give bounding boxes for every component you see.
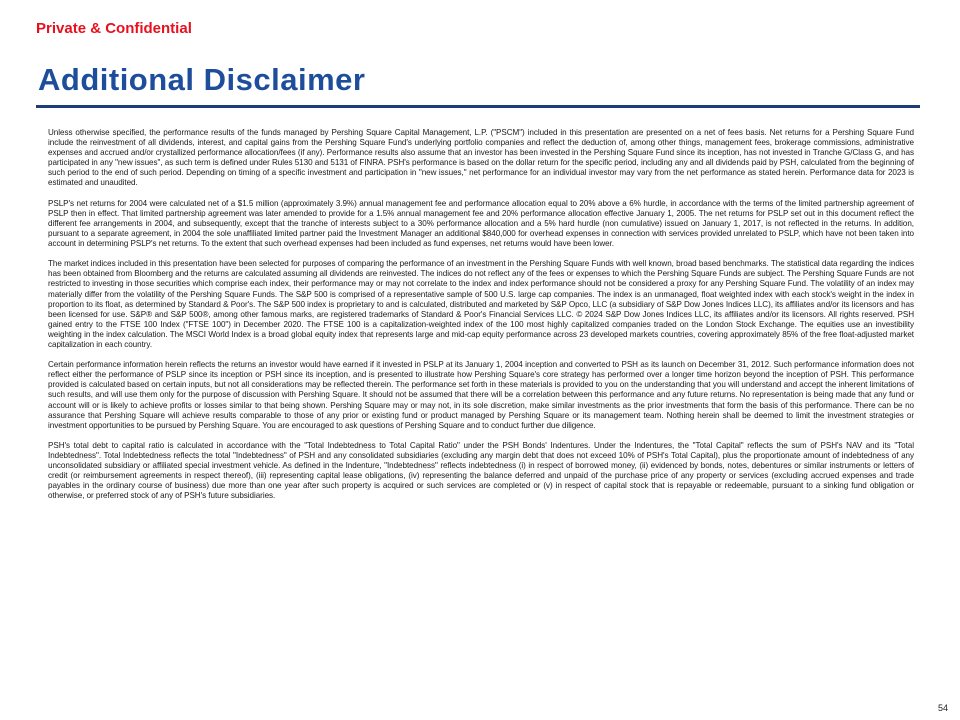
- page-title: Additional Disclaimer: [38, 62, 366, 97]
- confidential-label: Private & Confidential: [36, 20, 192, 37]
- disclaimer-paragraph-pslp-fees: PSLP's net returns for 2004 were calculated net of a $1.5 million (approximately 3.9%) annual management fee and performance allocation equal to 20% above a 6% hurdle, in accordance with the terms of the limited partnership agreement of PSLP then in effect. That limited partnership agreement was later amended to provide for a 1.5% annual management fee and 20% performance allocation effective January 1, 2005. The net returns for PSLP set out in this document reflect the different fee arrangements in 2004, and subsequently, except that the tranche of interests subject to a 30% performance allocation and a 5% hard hurdle (non cumulative) issued on January 1, 2017, is not reflected in the returns. In addition, pursuant to a separate agreement, in 2004 the sole unaffiliated limited partner paid the Investment Manager an additional $840,000 for overhead expenses in connection with services provided unrelated to PSLP, which have not been taken into account in determining PSLP's net returns. To the extent that such overhead expenses had been included as fund expenses, net returns would have been lower.: [48, 198, 914, 249]
- page-number: 54: [937, 703, 948, 713]
- disclaimer-paragraph-debt-ratio: PSH's total debt to capital ratio is calculated in accordance with the "Total Indebtedness to Total Capital Ratio" under the PSH Bonds' Indentures. Under the Indentures, the "Total Capital" reflects the sum of PSH's NAV and its "Total Indebtedness". Total Indebtedness reflects the total "Indebtedness" of PSH and any consolidated subsidiaries (excluding any margin debt that does not exceed 10% of PSH's Total Capital), plus the proportionate amount of indebtedness of any unconsolidated subsidiary or affiliated special investment vehicle. As defined in the Indenture, "Indebtedness" reflects indebtedness (i) in respect of borrowed money, (ii) evidenced by bonds, notes, debentures or similar instruments or letters of credit (or reimbursement agreements in respect thereof), (iii) representing capital lease obligations, (iv) representing the balance deferred and unpaid of the purchase price of any property or services (excluding accrued expenses and trade payables in the ordinary course of business) due more than one year after such property is acquired or such services are completed or (v) in respect of capital stock that is repayable or redeemable, pursuant to a sinking fund obligation or otherwise, or preferred stock of any of PSH's future subsidiaries.: [48, 440, 914, 501]
- disclaimer-paragraph-performance: Unless otherwise specified, the performance results of the funds managed by Pershing Square Capital Management, L.P. ("PSCM") included in this presentation are presented on a net of fees basis. Net returns for a Pershing Square Fund include the reinvestment of all dividends, interest, and capital gains from the Pershing Square Fund's underlying portfolio companies and reflect the deduction of, among other things, management fees, brokerage commissions, administrative expenses and accrued and/or crystallized performance allocation/fees (if any). Performance results also assume that an investor has been invested in the Pershing Square Fund since its inception, has not invested in Tranche G/Class G, and has participated in any "new issues", as such term is defined under Rules 5130 and 5131 of FINRA. PSH's performance is based on the dollar return for the specific period, including any and all dividends paid by PSH, calculated from the beginning of such period to the end of such period. Depending on timing of a specific investment and participation in "new issues," net performance for an individual investor may vary from the net performance as stated herein. Performance data for 2023 is estimated and unaudited.: [48, 128, 914, 188]
- disclaimer-body: [48, 128, 914, 512]
- disclaimer-paragraph-performance-info: Certain performance information herein reflects the returns an investor would have earned if it invested in PSLP at its January 1, 2004 inception and converted to PSH as its launch on December 31, 2012. Such performance information does not reflect either the performance of PSLP since its inception or PSH since its inception, and is presented to illustrate how Pershing Square's core strategy has performed over a longer time horizon beyond the inception of PSH. This performance provided is calculated based on certain inputs, but not all considerations may be reflected therein. The performance set forth in these materials is provided to you on the understanding that you will understand and accept the inherent limitations of such results, and will use them only for the purpose of discussion with Pershing Square. It should not be assumed that there will be a correlation between this performance and any future returns. No representation is being made that any fund or account will or is likely to achieve profits or losses similar to that being shown. Pershing Square may or may not, in its sole discretion, make similar investments as the prior investments that form the basis of this performance. There can be no assurance that Pershing Square will achieve results comparable to those of any prior or existing fund or product managed by Pershing Square or its management team. Nothing herein shall be deemed to limit the investment strategies or investment opportunities to be pursued by Pershing Square. You are encouraged to ask questions of Pershing Square and to conduct further due diligence.: [48, 360, 914, 430]
- disclaimer-paragraph-market-indices: The market indices included in this presentation have been selected for purposes of comparing the performance of an investment in the Pershing Square Funds with well known, broad based benchmarks. The statistical data regarding the indices has been obtained from Bloomberg and the returns are calculated assuming all dividends are reinvested. The indices do not reflect any of the fees or expenses to which the Pershing Square Funds are subject. The Pershing Square Funds are not restricted to investing in those securities which comprise each index, their performance may or may not correlate to the index and index performance should not be considered a proxy for any Pershing Square Fund. The volatility of an index may materially differ from the volatility of the Pershing Square Funds. The S&P 500 is comprised of a representative sample of 500 U.S. large cap companies. The index is an unmanaged, float weighted index with each stock's weight in the index in proportion to its float, as determined by Standard & Poor's. The S&P 500 index is proprietary to and is calculated, distributed and marketed by S&P Opco, LLC (a subsidiary of S&P Dow Jones Indices LLC), its affiliates and/or its licensors and has been licensed for use. S&P® and S&P 500®, among other famous marks, are registered trademarks of Standard & Poor's Financial Services LLC. © 2024 S&P Dow Jones Indices LLC, its affiliates and/or its licensors. All rights reserved. PSH gained entry to the FTSE 100 Index ("FTSE 100") in December 2020. The FTSE 100 is a capitalization-weighted index of the 100 most highly capitalized companies traded on the London Stock Exchange. The equities use an investibility weighting in the index calculation. The MSCI World Index is a broad global equity index that represents large and mid-cap equity performance across 23 developed markets countries, covering approximately 85% of the free float-adjusted market capitalization in each country.: [48, 259, 914, 349]
- title-divider: [36, 105, 920, 108]
